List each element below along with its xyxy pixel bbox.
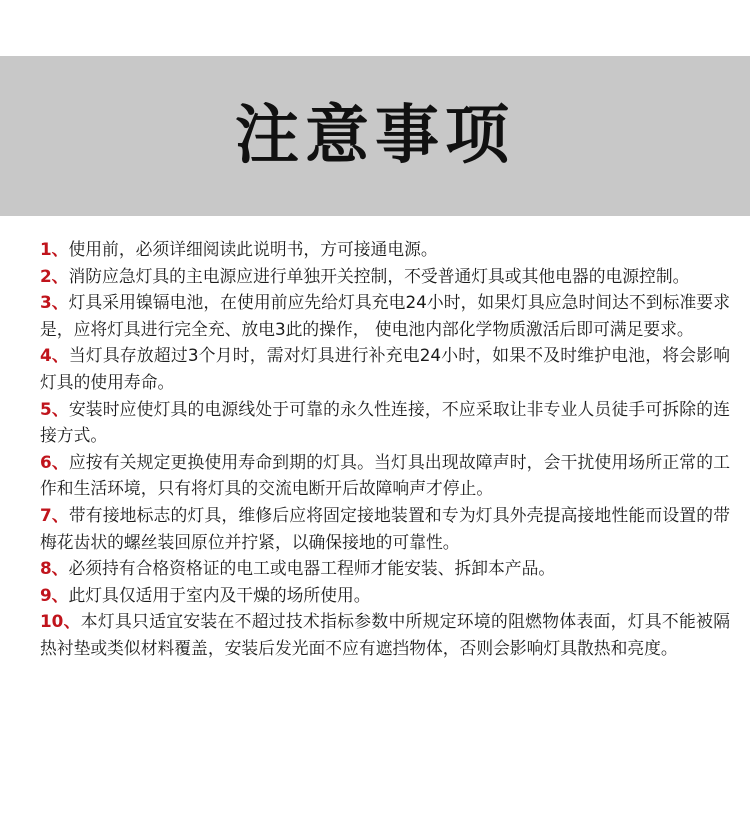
title-banner xyxy=(0,56,750,216)
notice-text: 必须持有合格资格证的电工或电器工程师才能安装、拆卸本产品。 xyxy=(68,558,556,579)
notice-text: 消防应急灯具的主电源应进行单独开关控制，不受普通灯具或其他电器的电源控制。 xyxy=(68,265,690,286)
notice-text: 应按有关规定更换使用寿命到期的灯具。当灯具出现故障声时，会干扰使用场所正常的工作和生活环境，只有将灯具的交流电断开后故障响声才停止。 xyxy=(40,451,730,499)
notice-text: 带有接地标志的灯具，维修后应将固定接地装置和专为灯具外壳提高接地性能而设置的带梅花齿状的螺丝装回原位并拧紧，以确保接地的可靠性。 xyxy=(40,504,730,552)
notice-number: 5、 xyxy=(40,398,69,419)
notice-item-10 xyxy=(40,608,730,661)
page-title: 注意事项 xyxy=(235,99,515,173)
notice-number: 10、 xyxy=(40,611,81,632)
notice-number: 8、 xyxy=(40,558,69,579)
notice-text: 本灯具只适宜安装在不超过技术指标参数中所规定环境的阻燃物体表面，灯具不能被隔热衬垫或类似材料覆盖，安装后发光面不应有遮挡物体，否则会影响灯具散热和亮度。 xyxy=(40,611,730,658)
notice-item-1 xyxy=(40,236,730,263)
notice-number: 2、 xyxy=(40,265,69,286)
notice-text: 安装时应使灯具的电源线处于可靠的永久性连接，不应采取让非专业人员徒手可拆除的连接方式。 xyxy=(40,398,730,446)
notice-item-3 xyxy=(40,289,730,342)
notice-text: 此灯具仅适用于室内及干燥的场所使用。 xyxy=(68,584,371,605)
notice-text: 灯具采用镍镉电池，在使用前应先给灯具充电24小时，如果灯具应急时间达不到标准要求是，应将灯具进行完全充、放电3此的操作， 使电池内部化学物质激活后即可满足要求。 xyxy=(40,292,730,339)
notice-item-6 xyxy=(40,449,730,502)
notice-text: 当灯具存放超过3个月时，需对灯具进行补充电24小时，如果不及时维护电池，将会影响灯具的使用寿命。 xyxy=(40,345,730,392)
notice-number: 3、 xyxy=(40,292,69,313)
notice-item-2 xyxy=(40,263,730,290)
notice-item-7 xyxy=(40,502,730,555)
notice-text: 使用前，必须详细阅读此说明书，方可接通电源。 xyxy=(68,239,438,259)
notice-number: 1、 xyxy=(40,239,69,259)
notice-item-5 xyxy=(40,396,730,449)
notice-number: 7、 xyxy=(40,504,69,525)
notice-number: 6、 xyxy=(40,451,69,472)
notice-list xyxy=(40,236,730,662)
notice-number: 9、 xyxy=(40,584,69,605)
notice-item-9 xyxy=(40,582,730,609)
notice-item-4 xyxy=(40,342,730,395)
notice-number: 4、 xyxy=(40,345,69,366)
notice-item-8 xyxy=(40,555,730,582)
